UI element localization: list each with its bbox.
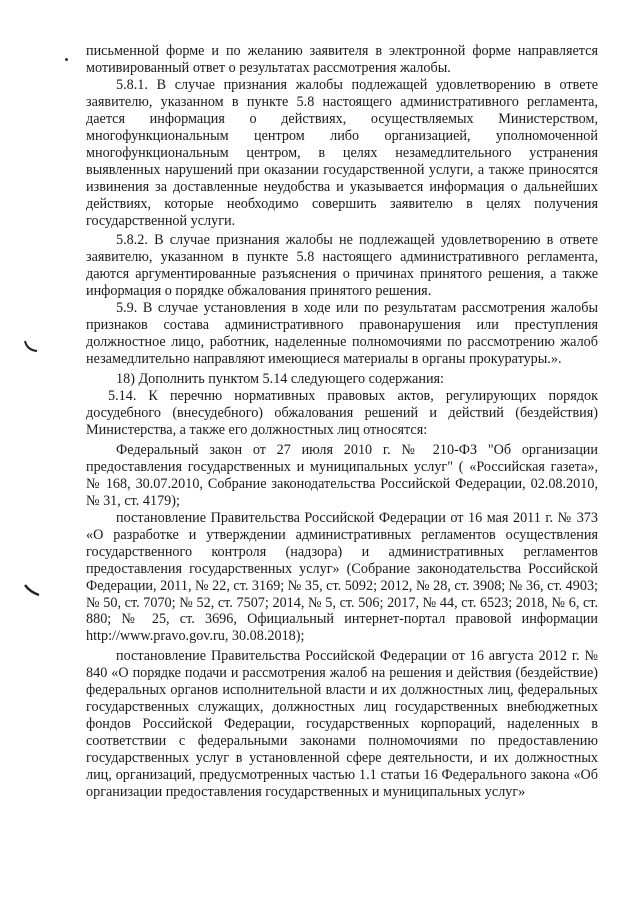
paragraph-federal-law-210: Федеральный закон от 27 июля 2010 г. № 210-ФЗ "Об организации предоставления государственных и муниципальных услуг" ( «Российская газета», № 168, 30.07.2010, Собрание законодательства Российской Федерации, 02.08.2010, № 31, ст. 4179); [86,441,598,509]
scan-binding-mark-lower [24,582,40,596]
scan-dot-mark [65,58,68,61]
paragraph-continuation: письменной форме и по желанию заявителя в электронной форме направляется мотивированный ответ о результатах рассмотрения жалобы. [86,43,598,76]
paragraph-5-8-1: 5.8.1. В случае признания жалобы подлежащей удовлетворению в ответе заявителю, указанном в пункте 5.8 настоящего административного регламента, дается информация о действиях, осуществляемых Министерством, многофункциональным центром либо организацией, уполномоченной многофункциональным центром, в целях незамедлительного устранения выявленных нарушений при оказании государственной услуги, а также приносятся извинения за доставленные неудобства и указывается информация о дальнейших действиях, которые необходимо совершить заявителю в целях получения государственной услуги. [86,76,598,229]
paragraph-5-14: 5.14. К перечню нормативных правовых актов, регулирующих порядок досудебного (внесудебного) обжалования решений и действий (бездействия) Министерства, а также его должностных лиц относятся: [86,388,598,438]
paragraph-5-8-2: 5.8.2. В случае признания жалобы не подлежащей удовлетворению в ответе заявителю, указанном в пункте 5.8 настоящего административного регламента, даются аргументированные разъяснения о причинах принятого решения, а также информация о порядке обжалования принятого решения. [86,232,598,300]
paragraph-5-9: 5.9. В случае установления в ходе или по результатам рассмотрения жалобы признаков состава административного правонарушения или преступления должностное лицо, работник, наделенные полномочиями по рассмотрению жалоб незамедлительно направляют имеющиеся материалы в органы прокуратуры.». [86,300,598,368]
paragraph-amendment-18: 18) Дополнить пунктом 5.14 следующего содержания: [116,371,445,388]
document-page [86,43,598,801]
paragraph-resolution-840: постановление Правительства Российской Федерации от 16 августа 2012 г. № 840 «О порядке подачи и рассмотрения жалоб на решения и действия (бездействие) федеральных органов исполнительной власти и их должностных лиц, федеральных государственных служащих, должностных лиц государственных внебюджетных фондов Российской Федерации, государственных корпораций, наделенных в соответствии с федеральными законами полномочиями по предоставлению государственных услуг в установленной сфере деятельности, и их должностных лиц, организаций, предусмотренных частью 1.1 статьи 16 Федерального закона «Об организации предоставления государственных и муниципальных услуг» [86,648,598,800]
scan-binding-mark-upper [24,340,38,352]
paragraph-resolution-373: постановление Правительства Российской Федерации от 16 мая 2011 г. № 373 «О разработке и утверждении административных регламентов осуществления государственного контроля (надзора) и административных регламентов предоставления государственных услуг» (Собрание законодательства Российской Федерации, 2011, № 22, ст. 3169; № 35, ст. 5092; 2012, № 28, ст. 3908; № 36, ст. 4903; № 50, ст. 7070; № 52, ст. 7507; 2014, № 5, ст. 506; 2017, № 44, ст. 6523; 2018, № 6, ст. 880; № 25, ст. 3696, Официальный интернет-портал правовой информации http://www.pravo.gov.ru, 30.08.2018); [86,509,598,645]
